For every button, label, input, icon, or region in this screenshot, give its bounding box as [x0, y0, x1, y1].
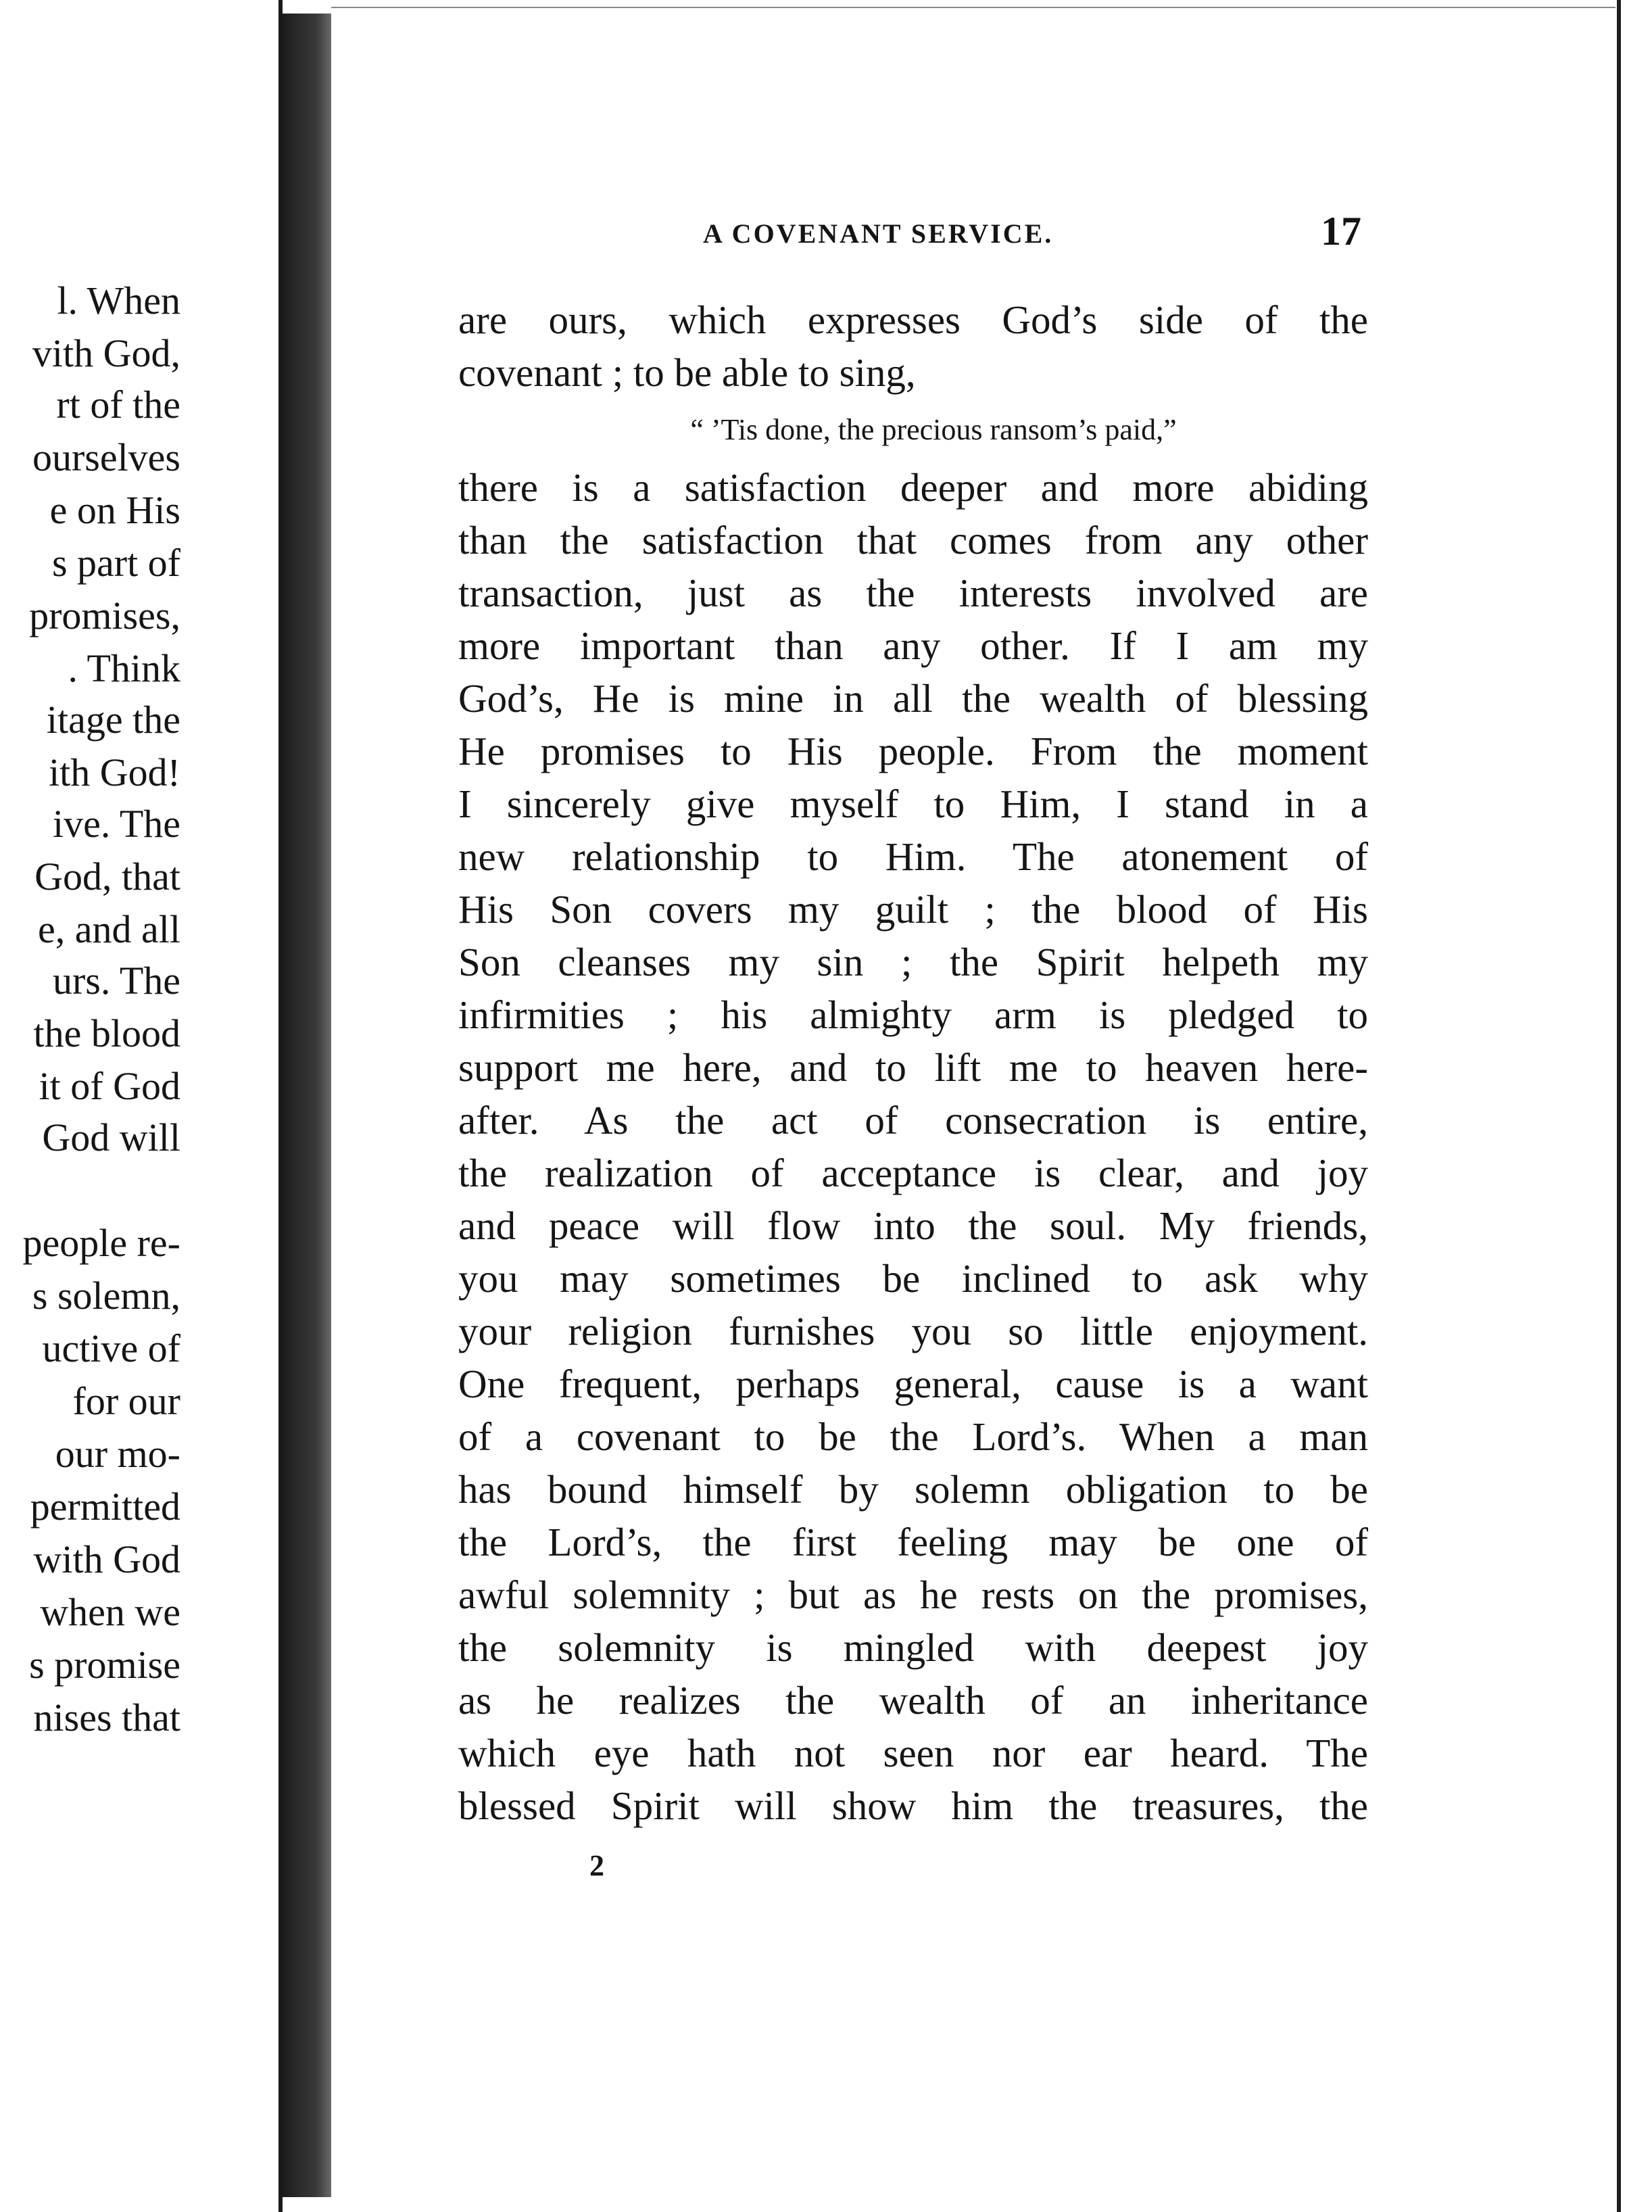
text-line: of a covenant to be the Lord’s. When a man	[458, 1414, 1368, 1459]
text-line: you may sometimes be inclined to ask why	[458, 1256, 1368, 1301]
left-page-line: s part of	[51, 541, 180, 585]
text-line: awful solemnity ; but as he rests on the promises,	[458, 1572, 1368, 1617]
left-page-line: God will	[42, 1115, 180, 1159]
text-line: your religion furnishes you so little enjoyment.	[458, 1309, 1368, 1353]
left-page-line: ive. The	[53, 802, 180, 846]
text-line: the solemnity is mingled with deepest joy	[458, 1625, 1368, 1670]
left-page-line: e, and all	[38, 907, 180, 951]
left-page-line: when we	[40, 1590, 180, 1634]
text-line: infirmities ; his almighty arm is pledged to	[458, 992, 1368, 1037]
text-line: One frequent, perhaps general, cause is a want	[458, 1362, 1368, 1406]
left-page-line: our mo-	[55, 1432, 180, 1476]
text-line: than the satisfaction that comes from any other	[458, 518, 1368, 562]
left-page-line: uctive of	[42, 1326, 180, 1370]
text-line: covenant ; to be able to sing,	[458, 350, 916, 395]
text-line: and peace will flow into the soul. My friends,	[458, 1203, 1368, 1248]
hymn-quote: “ ’Tis done, the precious ransom’s paid,”	[690, 413, 1177, 446]
text-line: the Lord’s, the first feeling may be one of	[458, 1520, 1368, 1564]
text-line: blessed Spirit will show him the treasures, the	[458, 1783, 1368, 1828]
text-line: are ours, which expresses God’s side of the	[458, 297, 1368, 342]
text-line: support me here, and to lift me to heaven here-	[458, 1045, 1368, 1090]
left-page-line: vith God,	[32, 331, 180, 375]
text-line: as he realizes the wealth of an inheritance	[458, 1678, 1368, 1723]
left-page-line: for our	[72, 1379, 180, 1423]
left-page-line: itage the	[46, 698, 180, 742]
text-line: Son cleanses my sin ; the Spirit helpeth my	[458, 940, 1368, 984]
text-line: which eye hath not seen nor ear heard. The	[458, 1731, 1368, 1775]
left-page-line: ourselves	[32, 435, 180, 479]
left-page-line: ith God!	[49, 750, 180, 794]
text-line: has bound himself by solemn obligation to be	[458, 1467, 1368, 1512]
text-line: transaction, just as the interests involved are	[458, 571, 1368, 615]
text-line: His Son covers my guilt ; the blood of His	[458, 887, 1368, 932]
text-line: God’s, He is mine in all the wealth of blessing	[458, 676, 1368, 721]
text-line: there is a satisfaction deeper and more abiding	[458, 465, 1368, 510]
left-facing-page	[0, 0, 283, 2212]
page-number: 17	[1321, 209, 1361, 254]
left-page-line: with God	[33, 1537, 180, 1581]
left-page-line: s solemn,	[32, 1274, 180, 1318]
text-line: I sincerely give myself to Him, I stand in a	[458, 782, 1368, 826]
left-page-line: promises,	[29, 594, 180, 638]
text-line: the realization of acceptance is clear, and joy	[458, 1151, 1368, 1195]
text-line: new relationship to Him. The atonement of	[458, 834, 1368, 879]
left-page-line: people re-	[22, 1221, 180, 1265]
text-line: He promises to His people. From the moment	[458, 729, 1368, 773]
left-page-line: e on His	[49, 488, 180, 532]
signature-mark: 2	[589, 1849, 604, 1882]
running-head: A COVENANT SERVICE.	[703, 218, 1054, 249]
left-page-line: it of God	[39, 1064, 180, 1108]
text-line: more important than any other. If I am my	[458, 623, 1368, 668]
paragraph	[458, 461, 1368, 1832]
left-page-line: God, that	[34, 855, 180, 898]
page-edge	[1617, 0, 1621, 2212]
left-page-line: . Think	[68, 646, 180, 690]
binding-gutter	[283, 14, 331, 2197]
left-page-line: the blood	[33, 1011, 180, 1055]
left-page-line: l. When	[57, 279, 180, 322]
left-page-line: nises that	[33, 1696, 180, 1739]
left-page-line: permitted	[30, 1485, 180, 1529]
left-page-line: rt of the	[56, 383, 180, 427]
left-page-line: s promise	[29, 1643, 180, 1687]
body-text	[458, 293, 1368, 1832]
left-page-line: urs. The	[52, 959, 180, 1003]
text-line: after. As the act of consecration is entire,	[458, 1098, 1368, 1143]
